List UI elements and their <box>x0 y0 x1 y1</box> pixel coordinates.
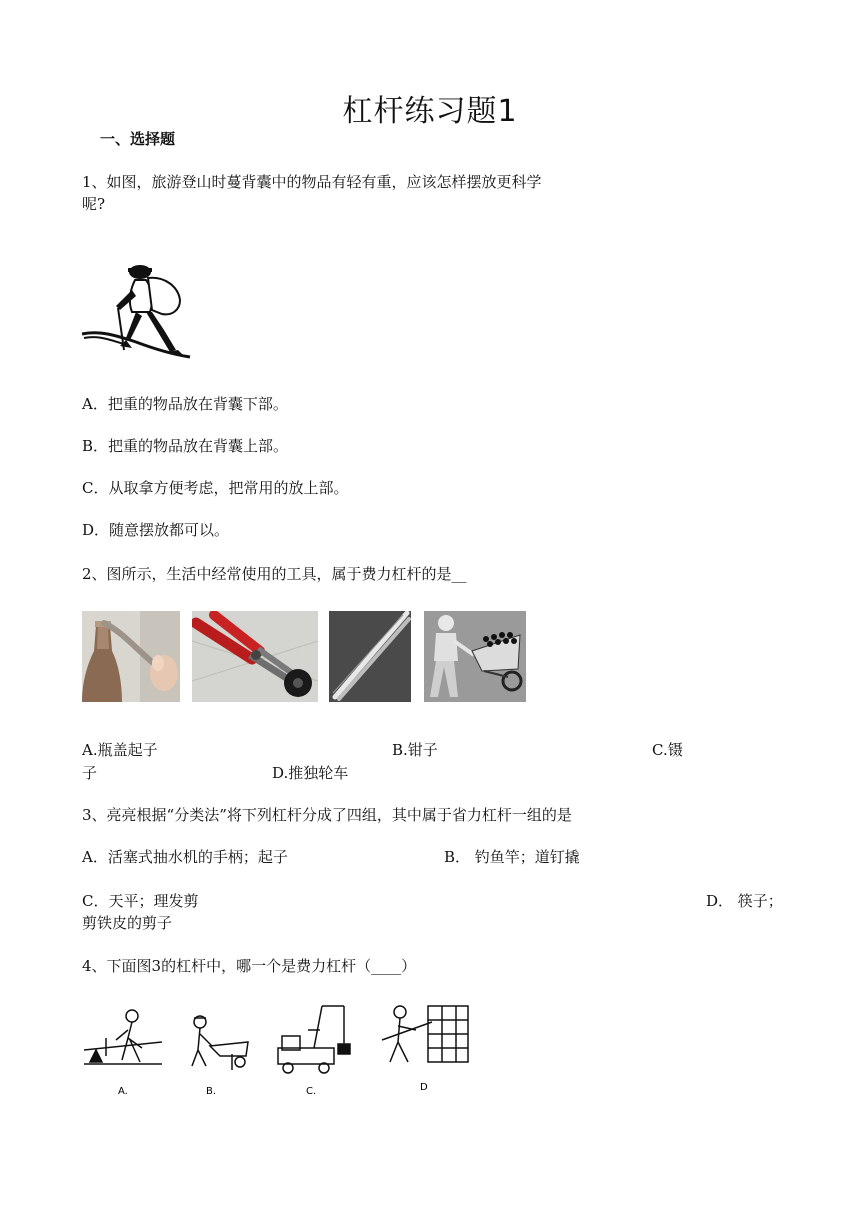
tweezers-photo <box>329 611 411 702</box>
lever-figure-d-label: D <box>420 1082 428 1093</box>
q1-option-d: D．随意摆放都可以。 <box>82 521 230 539</box>
hiker-illustration <box>80 260 192 362</box>
q3-stem: 3、亮亮根据“分类法”将下列杠杆分成了四组，其中属于省力杠杆一组的是 <box>82 806 572 824</box>
section-heading: 一、选择题 <box>100 130 176 148</box>
q1-option-b: B．把重的物品放在背囊上部。 <box>82 437 289 455</box>
q2-option-d: D.推独轮车 <box>272 764 349 782</box>
q3-option-b: B． 钓鱼竿；道钉撬 <box>444 848 580 866</box>
q3-option-a: A．活塞式抽水机的手柄；起子 <box>82 848 288 866</box>
lever-figure-c <box>278 1006 350 1073</box>
lever-figures <box>82 1000 482 1100</box>
lever-figure-a-label: A. <box>118 1086 128 1097</box>
q1-stem-line1: 1、如图，旅游登山时蔓背囊中的物品有轻有重，应该怎样摆放更科学 <box>82 173 542 191</box>
q2-option-c-continued: 子 <box>82 764 98 782</box>
pliers-photo <box>192 611 318 702</box>
lever-figure-d <box>382 1006 468 1062</box>
q3-option-d: D． 筷子； <box>706 892 783 910</box>
q1-option-c: C．从取拿方便考虑，把常用的放上部。 <box>82 479 349 497</box>
lever-figure-b <box>192 1016 248 1070</box>
q2-option-c: C.镊 <box>652 741 683 759</box>
q4-stem: 4、下面图3的杠杆中，哪一个是费力杠杆（____） <box>82 957 417 975</box>
q3-option-c: C．天平；理发剪 <box>82 892 199 910</box>
q1-option-a: A．把重的物品放在背囊下部。 <box>82 395 288 413</box>
lever-figure-b-label: B. <box>206 1086 217 1097</box>
page-title: 杠杆练习题1 <box>342 94 518 129</box>
bottle-opener-photo <box>82 611 180 702</box>
lever-figure-c-label: C. <box>306 1086 317 1097</box>
q2-stem: 2、图所示，生活中经常使用的工具，属于费力杠杆的是__ <box>82 565 467 583</box>
q3-option-d-continued: 剪铁皮的剪子 <box>82 914 173 932</box>
q1-stem-line2: 呢? <box>82 195 106 213</box>
lever-figure-a <box>84 1010 162 1064</box>
q2-option-a: A.瓶盖起子 <box>82 741 158 759</box>
q2-option-b: B.钳子 <box>392 741 438 759</box>
wheelbarrow-photo <box>424 611 526 702</box>
